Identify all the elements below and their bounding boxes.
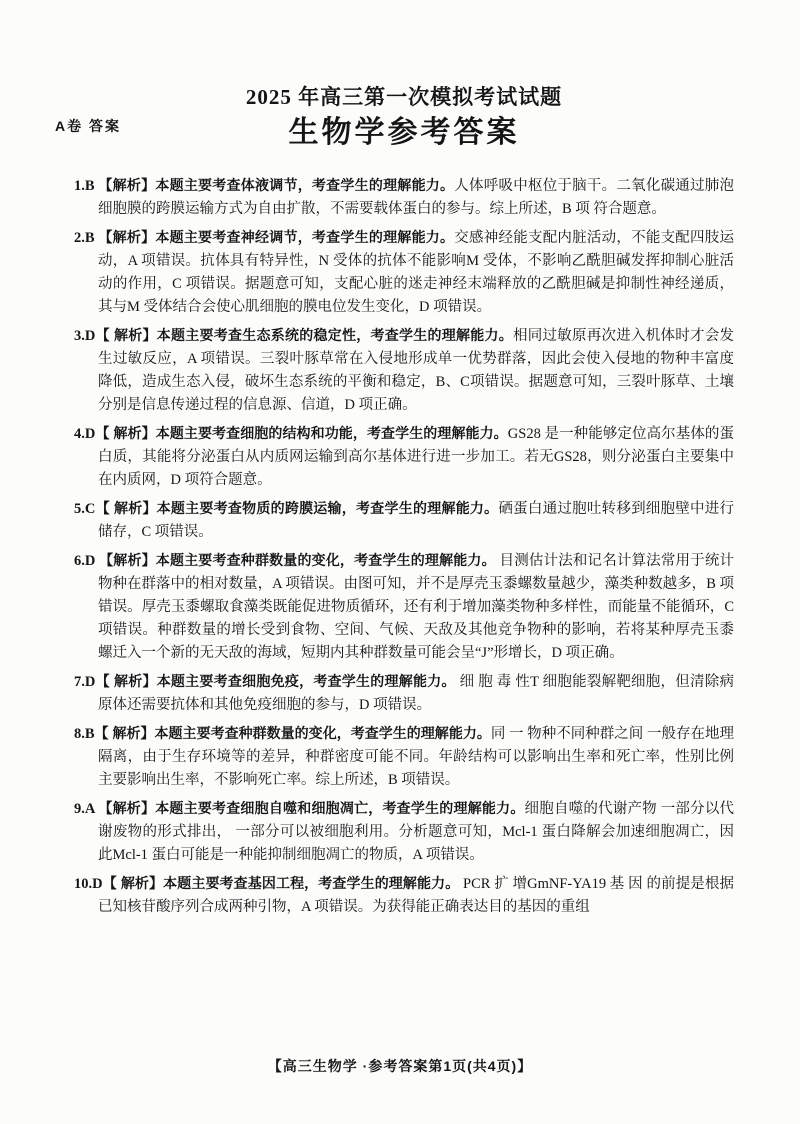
answer-item-6 (74, 549, 734, 665)
answer-number: 6.D (74, 553, 100, 569)
answer-item-3 (74, 324, 734, 417)
answer-number: 3.D (74, 328, 96, 344)
analysis-text: 目测估计法和记名计算法常用于统计物种在群落中的相对数量，A 项错误。由图可知，并不是厚壳玉黍螺数量越少，藻类种数越多，B 项错误。厚壳玉黍螺取食藻类既能促进物质循环，还有利于增加藻类物种多样性，而能量不能循环，C 项错误。种群数量的增长受到食物、空间、气候、天敌及其他竞争物种的影响，若将某种厚壳玉黍螺迁入一个新的无天敌的海域，短期内其种群数量可能会呈“J”形增长，D 项正确。 (98, 553, 735, 661)
analysis-label-bold: 【 解析】本题主要考查生态系统的稳定性，考查学生的理解能力。 (95, 327, 513, 343)
answer-item-2 (74, 226, 734, 319)
answer-number: 7.D (74, 674, 96, 690)
analysis-label-bold: 【 解析】本题主要考查细胞免疫，考查学生的理解能力。 (95, 673, 456, 689)
answer-item-4 (74, 422, 734, 492)
answer-number: 10.D (74, 876, 103, 892)
answer-number: 5.C (74, 501, 96, 517)
analysis-text: PCR 扩 增GmNF-YA19 基 因 的前提是根据已知核苷酸序列合成两种引物，A 项错误。为获得能正确表达目的基因的重组 (98, 876, 735, 915)
analysis-label-bold: 【 解析】本题主要考查细胞的结构和功能，考查学生的理解能力。 (95, 425, 508, 441)
analysis-text: 硒蛋白通过胞吐转移到细胞壁中进行储存，C 项错误。 (98, 501, 735, 540)
answer-number: 9.A (74, 801, 99, 817)
answer-item-7 (74, 670, 734, 717)
analysis-text: GS28 是一种能够定位高尔基体的蛋白质，其能将分泌蛋白从内质网运输到高尔基体进行进一步加工。若无GS28，则分泌蛋白主要集中在内质网，D 项符合题意。 (98, 426, 734, 488)
exam-title: 2025 年高三第一次模拟考试试题 (245, 85, 563, 109)
analysis-text: 交感神经能支配内脏活动，不能支配四肢运动，A 项错误。抗体具有特异性，N 受体的抗体不能影响M 受体，不影响乙酰胆碱发挥抑制心脏活动的作用，C 项错误。据题意可知，支配心脏的迷走神经末端释放的乙酰胆碱是抑制性神经递质，其与M 受体结合会使心肌细胞的膜电位发生变化，D 项错误。 (98, 230, 735, 315)
analysis-label-bold: 【 解析】本题主要考查种群数量的变化，考查学生的理解能力。 (94, 725, 491, 741)
analysis-label-bold: 【解析】本题主要考查种群数量的变化，考查学生的理解能力。 (99, 552, 496, 568)
answer-number: 2.B (74, 230, 99, 246)
answer-item-1 (74, 174, 734, 221)
document-header (74, 84, 734, 152)
answer-item-5 (74, 497, 734, 544)
analysis-text: 相同过敏原再次进入机体时才会发生过敏反应，A 项错误。三裂叶豚草常在入侵地形成单一优势群落，因此会使入侵地的物种丰富度降低，造成生态入侵，破坏生态系统的平衡和稳定，B、C项错误。据题意可知，三裂叶豚草、土壤分别是信息传递过程的信息源、信道，D 项正确。 (98, 328, 734, 413)
answer-item-8 (74, 722, 734, 792)
analysis-label-bold: 【解析】本题主要考查细胞自噬和细胞凋亡，考查学生的理解能力。 (98, 800, 525, 816)
answer-number: 1.B (74, 178, 99, 194)
paper-version-label: A卷 答案 (55, 118, 121, 134)
analysis-label-bold: 【 解析】本题主要考查基因工程，考查学生的理解能力。 (102, 875, 460, 891)
page-footer: 【高三生物学 ·参考答案第1页(共4页)】 (267, 1058, 533, 1074)
analysis-text: 人体呼吸中枢位于脑干。二氧化碳通过肺泡细胞膜的跨膜运输方式为自由扩散，不需要载体蛋白的参与。综上所述，B 项 符合题意。 (98, 178, 735, 217)
answer-number: 4.D (74, 426, 96, 442)
answer-list (74, 174, 734, 919)
answer-item-10 (74, 872, 734, 919)
answer-item-9 (74, 797, 734, 867)
subject-answer-title: 生物学参考答案 (288, 116, 520, 149)
analysis-label-bold: 【解析】本题主要考查神经调节，考查学生的理解能力。 (98, 229, 455, 245)
answer-number: 8.B (74, 726, 95, 742)
analysis-text: 细 胞 毒 性T 细胞能裂解靶细胞，但清除病原体还需要抗体和其他免疫细胞的参与，D 项错误。 (98, 674, 734, 713)
analysis-text: 同 一 物种不同种群之间 一般存在地理隔离，由于生存环境等的差异，种群密度可能不同。年龄结构可以影响出生率和死亡率，性别比例主要影响出生率，不影响死亡率。综上所述，B 项错误。 (98, 726, 735, 788)
analysis-label-bold: 【解析】本题主要考查体液调节，考查学生的理解能力。 (98, 177, 455, 193)
analysis-text: 细胞自噬的代谢产物 一部分以代谢废物的形式排出， 一部分可以被细胞利用。分析题意可知，Mcl-1 蛋白降解会加速细胞凋亡，因此Mcl-1 蛋白可能是一种能抑制细胞凋亡的物质，A 项错误。 (98, 801, 735, 863)
analysis-label-bold: 【 解析】本题主要考查物质的跨膜运输，考查学生的理解能力。 (95, 500, 499, 516)
